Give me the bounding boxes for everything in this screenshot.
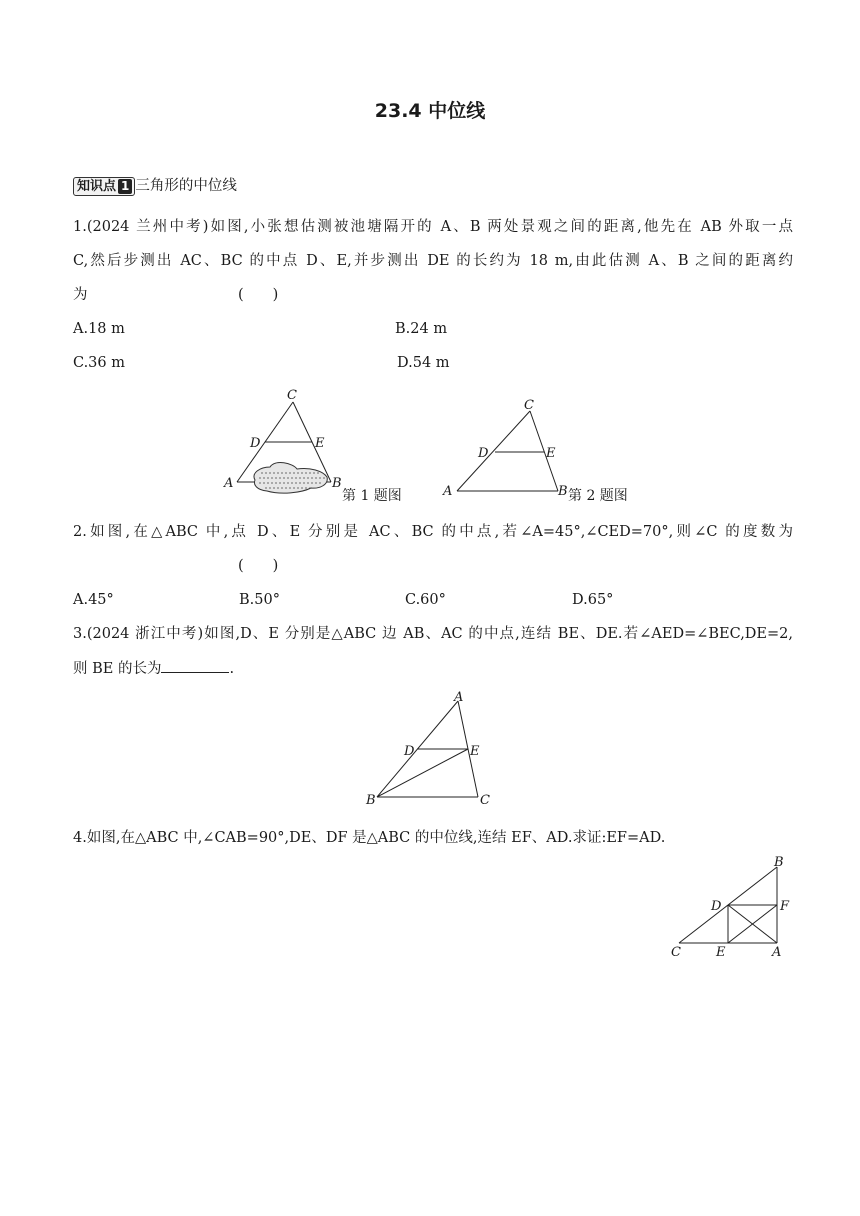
q2-label-b: B [558,484,568,499]
q1-line-3-text: 为 [73,287,88,303]
q2-label-d: D [478,446,489,461]
q4-line-1: 4.如图,在△ABC 中,∠CAB=90°,DE、DF 是△ABC 的中位线,连结 EF、AD.求证:EF=AD. [73,830,666,846]
q2-option-c: C.60° [405,592,446,608]
q2-figure [440,395,570,499]
page-title: 23.4 中位线 [374,100,486,122]
q3-line-1: 3.(2024 浙江中考)如图,D、E 分别是△ABC 边 AB、AC 的中点,连结 BE、DE.若∠AED=∠BEC,DE=2, [73,626,793,642]
q4-label-e: E [716,945,726,960]
section-heading-row [73,176,793,196]
q3-label-e: E [470,744,480,759]
q2-answer-paren: ( ) [238,558,279,574]
q3-line-2-end: . [229,661,235,677]
q2-figure-caption: 第 2 题图 [568,488,628,504]
q3-label-d: D [404,744,415,759]
badge-number: 1 [118,179,132,194]
q3-line-2-text: 则 BE 的长为 [73,661,162,677]
q3-label-c: C [480,793,490,808]
q1-label-a: A [224,476,234,491]
q2-option-b: B.50° [239,592,280,608]
q1-option-a: A.18 m [73,321,125,337]
section-heading: 三角形的中位线 [135,178,237,194]
q4-label-d: D [711,899,722,914]
q2-option-d: D.65° [572,592,614,608]
q3-label-a: A [454,690,464,705]
q1-option-d: D.54 m [397,355,450,371]
q3-figure [362,690,502,810]
q2-label-a: A [443,484,453,499]
q4-label-f: F [780,899,790,914]
q4-figure [665,855,795,960]
q1-option-c: C.36 m [73,355,125,371]
q4-label-c: C [671,945,681,960]
q3-answer-blank[interactable] [161,658,229,673]
q1-label-e: E [315,436,325,451]
q1-line-3 [73,285,793,305]
q1-answer-paren: ( ) [238,287,279,303]
q1-option-b: B.24 m [395,321,448,337]
q4-label-b: B [774,855,784,870]
q2-option-a: A.45° [73,592,114,608]
badge-text: 知识点 [77,178,117,194]
q3-label-b: B [366,793,376,808]
knowledge-point-badge [73,177,135,196]
q4-label-a: A [772,945,782,960]
q1-figure-caption: 第 1 题图 [342,488,402,504]
q1-line-1: 1.(2024 兰州中考)如图,小张想估测被池塘隔开的 A、B 两处景观之间的距离,他先在 AB 外取一点 [73,219,793,235]
q2-line-1: 2.如图,在△ABC 中,点 D、E 分别是 AC、BC 的中点,若∠A=45°,∠CED=70°,则∠C 的度数为 [73,524,793,540]
q1-label-c: C [287,388,297,403]
q1-line-2: C,然后步测出 AC、BC 的中点 D、E,并步测出 DE 的长约为 18 m,由此估测 A、B 之间的距离约 [73,253,793,269]
q1-label-b: B [332,476,342,491]
q2-label-c: C [524,398,534,413]
q2-label-e: E [546,446,556,461]
q1-figure [215,385,345,500]
q3-line-2 [73,658,793,679]
q1-label-d: D [250,436,261,451]
